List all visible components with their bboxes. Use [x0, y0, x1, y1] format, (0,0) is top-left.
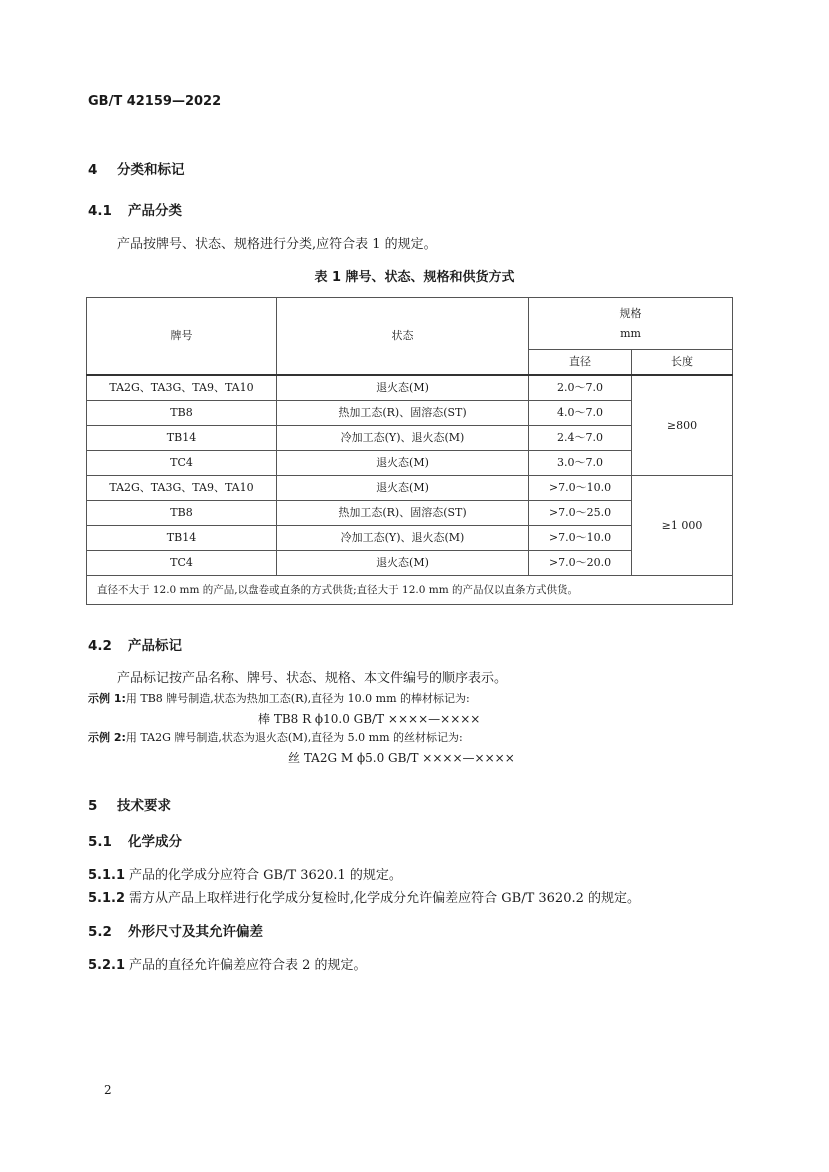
paragraph-4-1: 产品按牌号、状态、规格进行分类,应符合表 1 的规定。: [117, 237, 437, 252]
cell-length-group-1: ≥800: [632, 375, 733, 476]
cell-grade: TB14: [87, 426, 277, 451]
section-4-2-heading: [88, 634, 182, 654]
example-label: 示例 1:: [88, 692, 126, 705]
section-4-1-heading: [88, 199, 182, 219]
cell-state: 热加工态(R)、固溶态(ST): [277, 401, 529, 426]
clause-text: 产品的化学成分应符合 GB/T 3620.1 的规定。: [129, 868, 402, 883]
document-header: GB/T 42159—2022: [88, 94, 222, 109]
cell-state: 冷加工态(Y)、退火态(M): [277, 526, 529, 551]
cell-diameter: 4.0～7.0: [529, 401, 632, 426]
cell-diameter: 2.4～7.0: [529, 426, 632, 451]
cell-diameter: 3.0～7.0: [529, 451, 632, 476]
section-5-heading: [88, 794, 171, 814]
table-header-length: 长度: [632, 350, 733, 376]
table-row: [87, 375, 733, 401]
clause-text: 产品的直径允许偏差应符合表 2 的规定。: [129, 958, 367, 973]
cell-diameter: >7.0～20.0: [529, 551, 632, 576]
clause-text: 需方从产品上取样进行化学成分复检时,化学成分允许偏差应符合 GB/T 3620.2 的规定。: [129, 891, 641, 906]
cell-state: 热加工态(R)、固溶态(ST): [277, 501, 529, 526]
cell-grade: TB8: [87, 501, 277, 526]
table-header-diameter: 直径: [529, 350, 632, 376]
clause-5-1-2: [88, 887, 640, 906]
section-5-1-heading: [88, 830, 182, 850]
paragraph-4-2: 产品标记按产品名称、牌号、状态、规格、本文件编号的顺序表示。: [117, 671, 508, 686]
section-title: 技术要求: [117, 798, 171, 814]
table-1-caption: 表 1 牌号、状态、规格和供货方式: [314, 270, 515, 285]
example-text: 用 TB8 牌号制造,状态为热加工态(R),直径为 10.0 mm 的棒材标记为:: [125, 692, 470, 705]
cell-grade: TA2G、TA3G、TA9、TA10: [87, 476, 277, 501]
section-title: 产品分类: [128, 203, 182, 219]
section-title: 外形尺寸及其允许偏差: [128, 924, 263, 940]
example-1: [88, 690, 470, 706]
table-note: 直径不大于 12.0 mm 的产品,以盘卷或直条的方式供货;直径大于 12.0 mm 的产品仅以直条方式供货。: [87, 576, 733, 605]
cell-state: 退火态(M): [277, 476, 529, 501]
table-1: [86, 297, 733, 605]
section-number: 5.1: [88, 834, 112, 850]
section-number: 4: [88, 162, 98, 178]
section-title: 化学成分: [128, 834, 182, 850]
section-number: 4.2: [88, 638, 112, 654]
clause-number: 5.1.2: [88, 891, 126, 906]
section-number: 5.2: [88, 924, 112, 940]
cell-diameter: >7.0～25.0: [529, 501, 632, 526]
table-header-state: 状态: [277, 298, 529, 376]
table-row: [87, 476, 733, 501]
cell-grade: TA2G、TA3G、TA9、TA10: [87, 375, 277, 401]
example-2: [88, 729, 463, 745]
section-title: 分类和标记: [117, 162, 185, 178]
cell-state: 退火态(M): [277, 551, 529, 576]
cell-grade: TB8: [87, 401, 277, 426]
section-number: 5: [88, 798, 98, 814]
cell-state: 冷加工态(Y)、退火态(M): [277, 426, 529, 451]
cell-length-group-2: ≥1 000: [632, 476, 733, 576]
table-header-spec: [529, 298, 733, 350]
cell-grade: TC4: [87, 451, 277, 476]
cell-state: 退火态(M): [277, 375, 529, 401]
page-number: 2: [104, 1083, 112, 1097]
clause-number: 5.1.1: [88, 868, 126, 883]
example-2-formula: 丝 TA2G M ϕ5.0 GB/T ××××—××××: [288, 751, 515, 765]
cell-state: 退火态(M): [277, 451, 529, 476]
section-number: 4.1: [88, 203, 112, 219]
clause-5-2-1: [88, 954, 367, 973]
cell-grade: TB14: [87, 526, 277, 551]
table-header-grade: 牌号: [87, 298, 277, 376]
spec-label: 规格: [619, 306, 642, 320]
clause-number: 5.2.1: [88, 958, 126, 973]
cell-diameter: 2.0～7.0: [529, 375, 632, 401]
section-4-heading: [88, 158, 185, 178]
example-label: 示例 2:: [88, 731, 126, 744]
cell-grade: TC4: [87, 551, 277, 576]
cell-diameter: >7.0～10.0: [529, 476, 632, 501]
example-text: 用 TA2G 牌号制造,状态为退火态(M),直径为 5.0 mm 的丝材标记为:: [125, 731, 463, 744]
clause-5-1-1: [88, 864, 402, 883]
example-1-formula: 棒 TB8 R ϕ10.0 GB/T ××××—××××: [258, 712, 481, 726]
cell-diameter: >7.0～10.0: [529, 526, 632, 551]
section-5-2-heading: [88, 920, 263, 940]
spec-unit: mm: [620, 326, 641, 340]
section-title: 产品标记: [128, 638, 182, 654]
